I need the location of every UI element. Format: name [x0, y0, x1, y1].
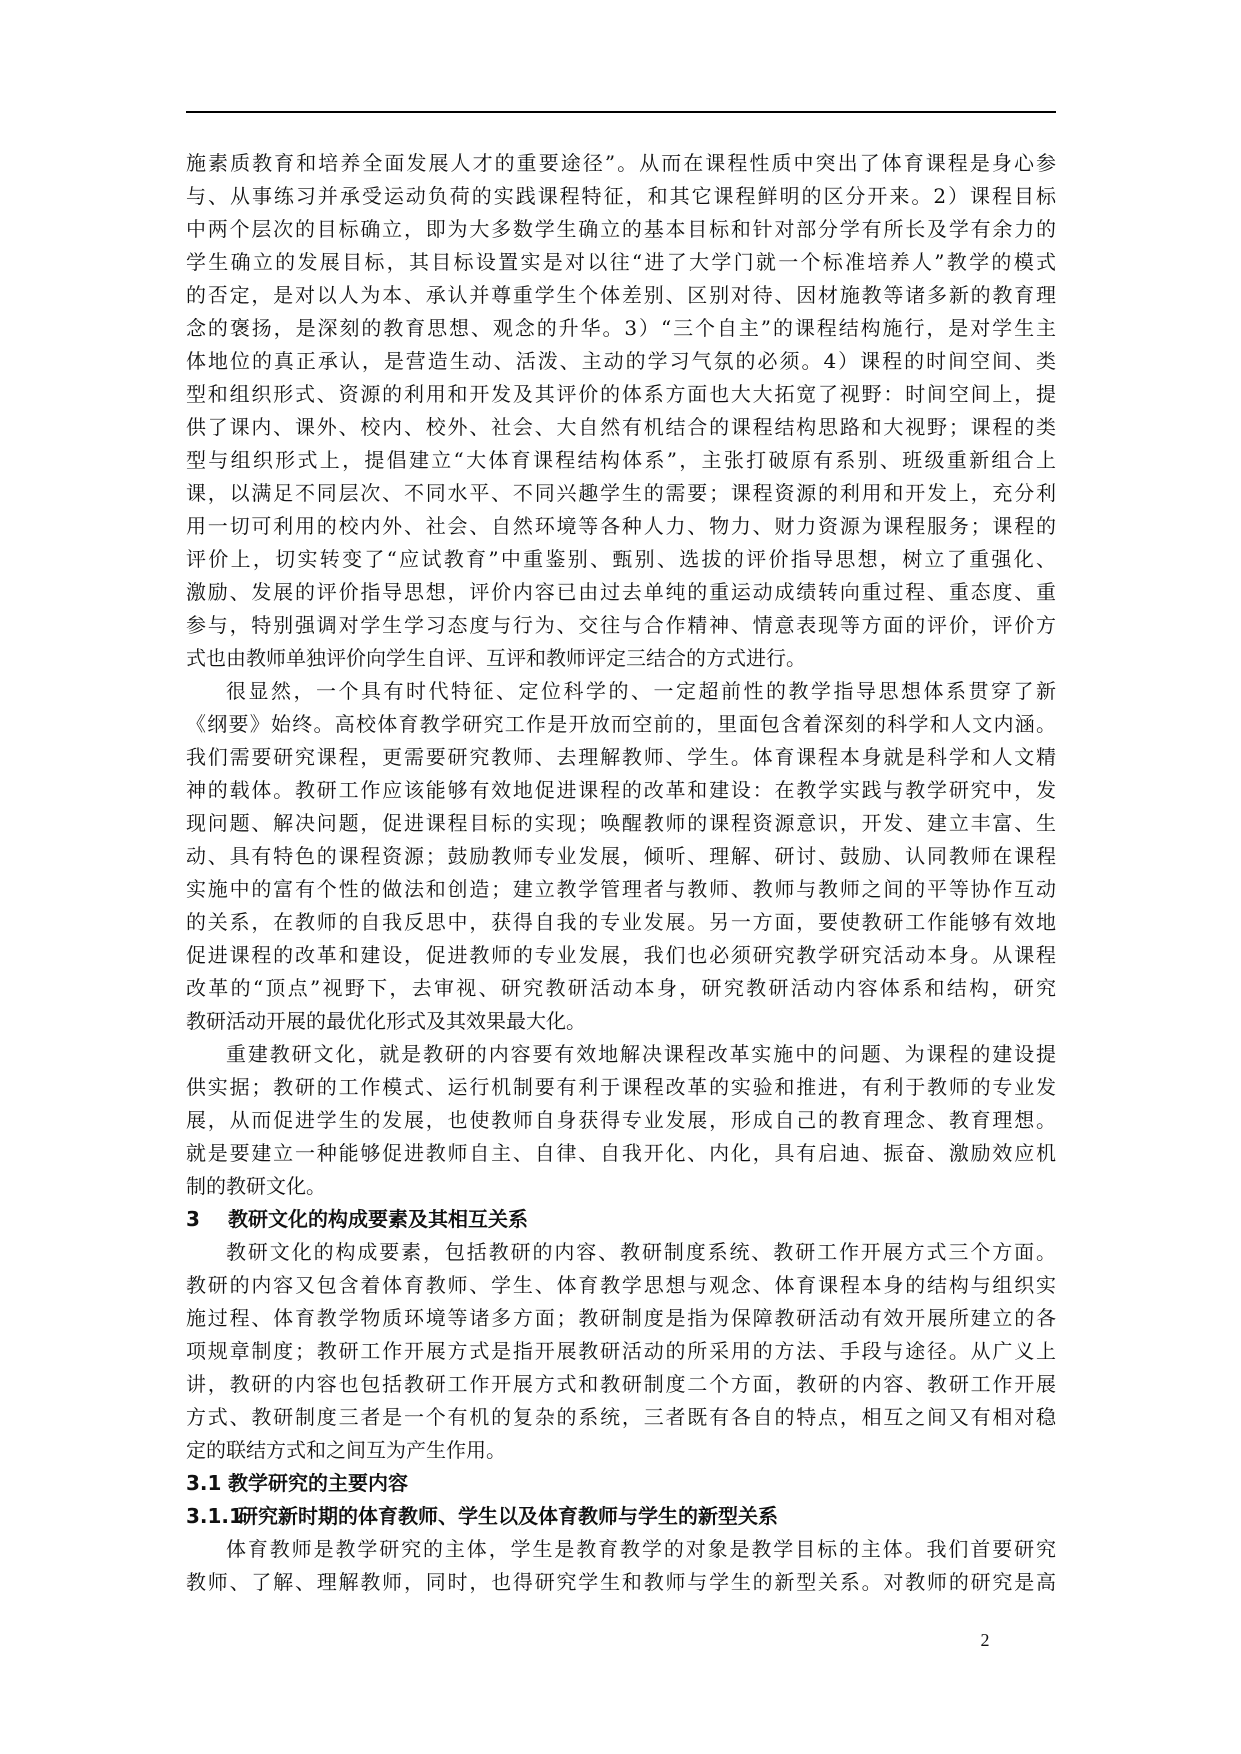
- header-rule: [186, 111, 1056, 113]
- section-number: 3: [186, 1207, 200, 1231]
- text-line: 与、从事练习并承受运动负荷的实践课程特征，和其它课程鲜明的区分开来。2）课程目标: [186, 184, 1056, 208]
- text-line: 实施中的富有个性的做法和创造；建立教学管理者与教师、教师与教师之间的平等协作互动: [186, 877, 1056, 901]
- page-number: 2: [980, 1630, 990, 1650]
- text-line: 型与组织形式上，提倡建立“大体育课程结构体系”，主张打破原有系别、班级重新组合上: [186, 448, 1056, 472]
- text-line: 的否定，是对以人为本、承认并尊重学生个体差别、区别对待、因材施教等诸多新的教育理: [186, 283, 1056, 307]
- section-title: 教研文化的构成要素及其相互关系: [228, 1207, 528, 1231]
- paragraph-2: [186, 675, 1056, 1038]
- text-line: 神的载体。教研工作应该能够有效地促进课程的改革和建设：在教学实践与教学研究中，发: [186, 778, 1056, 802]
- text-line: 动、具有特色的课程资源；鼓励教师专业发展，倾听、理解、研讨、鼓励、认同教师在课程: [186, 844, 1056, 868]
- text-line: 现问题、解决问题，促进课程目标的实现；唤醒教师的课程资源意识，开发、建立丰富、生: [186, 811, 1056, 835]
- text-line: 念的褒扬，是深刻的教育思想、观念的升华。3）“三个自主”的课程结构施行，是对学生主: [186, 316, 1056, 340]
- text-line: 制的教研文化。: [186, 1174, 326, 1198]
- text-line: 就是要建立一种能够促进教师自主、自律、自我开化、内化，具有启迪、振奋、激励效应机: [186, 1141, 1056, 1165]
- section-title: 研究新时期的体育教师、学生以及体育教师与学生的新型关系: [238, 1504, 778, 1528]
- text-line: 教师、了解、理解教师，同时，也得研究学生和教师与学生的新型关系。对教师的研究是高: [186, 1570, 1056, 1594]
- text-line: 型和组织形式、资源的利用和开发及其评价的体系方面也大大拓宽了视野：时间空间上，提: [186, 382, 1056, 406]
- text-line: 体地位的真正承认，是营造生动、活泼、主动的学习气氛的必须。4）课程的时间空间、类: [186, 349, 1056, 373]
- text-line: 供了课内、课外、校内、校外、社会、大自然有机结合的课程结构思路和大视野；课程的类: [186, 415, 1056, 439]
- section-heading-3-1-1: [186, 1500, 1056, 1533]
- text-line: 学生确立的发展目标，其目标设置实是对以往“进了大学门就一个标准培养人”教学的模式: [186, 250, 1056, 274]
- section-heading-3: [186, 1203, 1056, 1236]
- text-line: 方式、教研制度三者是一个有机的复杂的系统，三者既有各自的特点，相互之间又有相对稳: [186, 1405, 1056, 1429]
- text-line: 用一切可利用的校内外、社会、自然环境等各种人力、物力、财力资源为课程服务；课程的: [186, 514, 1056, 538]
- text-line: 促进课程的改革和建设，促进教师的专业发展，我们也必须研究教学研究活动本身。从课程: [186, 943, 1056, 967]
- section-number: 3.1: [186, 1471, 222, 1495]
- section-title: 教学研究的主要内容: [228, 1471, 408, 1495]
- text-line: 激励、发展的评价指导思想，评价内容已由过去单纯的重运动成绩转向重过程、重态度、重: [186, 580, 1056, 604]
- text-line: 展，从而促进学生的发展，也使教师自身获得专业发展，形成自己的教育理念、教育理想。: [186, 1108, 1056, 1132]
- paragraph-3: [186, 1038, 1056, 1203]
- text-line: 施素质教育和培养全面发展人才的重要途径”。从而在课程性质中突出了体育课程是身心参: [186, 151, 1056, 175]
- text-line: 施过程、体育教学物质环境等诸多方面；教研制度是指为保障教研活动有效开展所建立的各: [186, 1306, 1056, 1330]
- section-number: 3.1.1: [186, 1504, 243, 1528]
- text-line: 评价上，切实转变了“应试教育”中重鉴别、甄别、选拔的评价指导思想，树立了重强化、: [186, 547, 1056, 571]
- paragraph-4: [186, 1236, 1056, 1467]
- text-line: 教研活动开展的最优化形式及其效果最大化。: [186, 1009, 586, 1033]
- text-line: 教研文化的构成要素，包括教研的内容、教研制度系统、教研工作开展方式三个方面。: [226, 1240, 1056, 1264]
- text-line: 项规章制度；教研工作开展方式是指开展教研活动的所采用的方法、手段与途径。从广义上: [186, 1339, 1056, 1363]
- text-line: 体育教师是教学研究的主体，学生是教育教学的对象是教学目标的主体。我们首要研究: [226, 1537, 1056, 1561]
- text-line: 中两个层次的目标确立，即为大多数学生确立的基本目标和针对部分学有所长及学有余力的: [186, 217, 1056, 241]
- text-line: 我们需要研究课程，更需要研究教师、去理解教师、学生。体育课程本身就是科学和人文精: [186, 745, 1056, 769]
- text-line: 改革的“顶点”视野下，去审视、研究教研活动本身，研究教研活动内容体系和结构，研究: [186, 976, 1056, 1000]
- text-line: 参与，特别强调对学生学习态度与行为、交往与合作精神、情意表现等方面的评价，评价方: [186, 613, 1056, 637]
- text-line: 讲，教研的内容也包括教研工作开展方式和教研制度二个方面，教研的内容、教研工作开展: [186, 1372, 1056, 1396]
- paragraph-1: [186, 147, 1056, 675]
- paragraph-5: [186, 1533, 1056, 1599]
- page-body: [186, 147, 1056, 1599]
- text-line: 《纲要》始终。高校体育教学研究工作是开放而空前的，里面包含着深刻的科学和人文内涵。: [186, 712, 1056, 736]
- text-line: 式也由教师单独评价向学生自评、互评和教师评定三结合的方式进行。: [186, 646, 806, 670]
- text-line: 重建教研文化，就是教研的内容要有效地解决课程改革实施中的问题、为课程的建设提: [226, 1042, 1056, 1066]
- text-line: 教研的内容又包含着体育教师、学生、体育教学思想与观念、体育课程本身的结构与组织实: [186, 1273, 1056, 1297]
- text-line: 供实据；教研的工作模式、运行机制要有利于课程改革的实验和推进，有利于教师的专业发: [186, 1075, 1056, 1099]
- text-line: 很显然，一个具有时代特征、定位科学的、一定超前性的教学指导思想体系贯穿了新: [226, 679, 1056, 703]
- section-heading-3-1: [186, 1467, 1056, 1500]
- text-line: 定的联结方式和之间互为产生作用。: [186, 1438, 506, 1462]
- text-line: 课，以满足不同层次、不同水平、不同兴趣学生的需要；课程资源的利用和开发上，充分利: [186, 481, 1056, 505]
- text-line: 的关系，在教师的自我反思中，获得自我的专业发展。另一方面，要使教研工作能够有效地: [186, 910, 1056, 934]
